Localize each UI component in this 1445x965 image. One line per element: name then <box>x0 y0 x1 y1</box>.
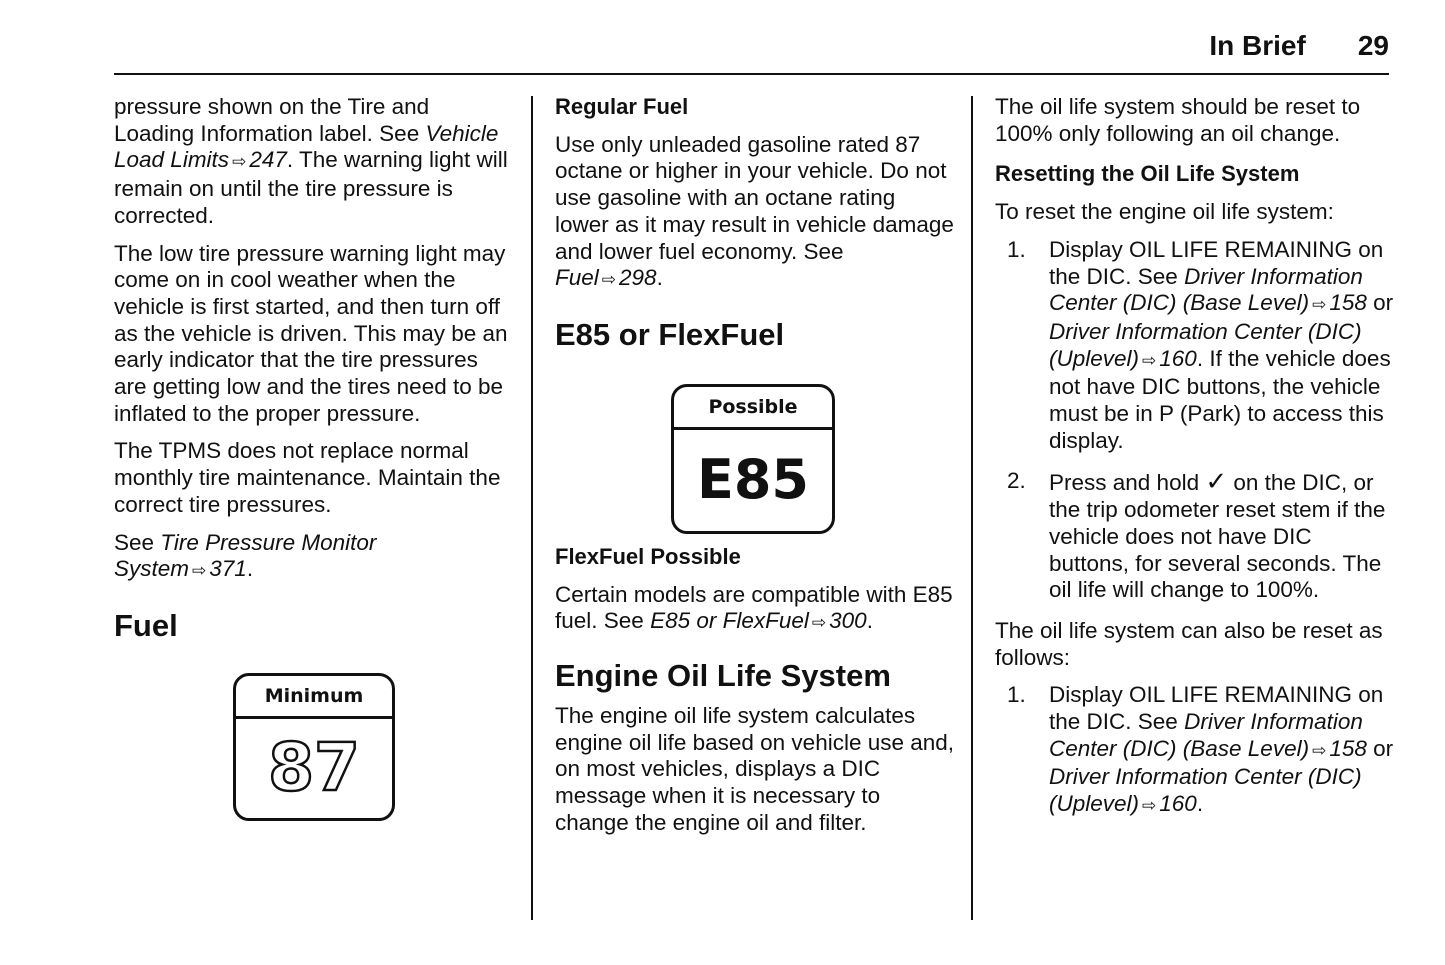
column-divider-1 <box>531 96 533 920</box>
cross-reference-link[interactable]: Driver Information Center (DIC) (Base Level) <box>1049 263 1363 316</box>
page-reference-arrow-icon: ⇨ <box>1312 740 1327 760</box>
label-caption: Possible <box>674 387 832 430</box>
alternate-reset-list <box>995 682 1395 820</box>
subheading-flexfuel: FlexFuel Possible <box>555 543 741 569</box>
heading-e85: E85 or FlexFuel <box>555 316 785 352</box>
page-reference-arrow-icon: ⇨ <box>1142 350 1157 370</box>
paragraph: See Tire Pressure Monitor System ⇨ 371. <box>114 529 377 582</box>
heading-fuel: Fuel <box>114 607 178 643</box>
paragraph: Certain models are compatible with E85 fuel. See E85 or FlexFuel ⇨ 300. <box>555 581 953 634</box>
page-reference-arrow-icon: ⇨ <box>1312 295 1327 315</box>
page-reference-arrow-icon: ⇨ <box>232 152 247 172</box>
label-caption: Minimum <box>236 676 392 719</box>
page-reference[interactable]: 371 <box>209 556 247 582</box>
page-reference[interactable]: 298 <box>619 265 657 291</box>
paragraph: The oil life system should be reset to 100% only following an oil change. <box>995 94 1361 146</box>
page-header <box>1209 30 1389 64</box>
section-title: In Brief <box>1209 30 1306 61</box>
page-reference[interactable]: 158 <box>1329 290 1367 316</box>
paragraph: The engine oil life system calculates engine oil life based on vehicle use and, on most vehicles, displays a DIC message when it is necessary to change the engine oil and filter. <box>555 703 955 835</box>
cross-reference-link[interactable]: Driver Information Center (DIC) (Base Level) <box>1049 709 1363 761</box>
page-reference-arrow-icon: ⇨ <box>192 561 207 581</box>
cross-reference-link[interactable]: Driver Information Center (DIC) (Uplevel) <box>1049 764 1362 817</box>
cross-reference-link[interactable]: Tire Pressure Monitor System <box>114 529 377 582</box>
page-reference[interactable]: 160 <box>1159 791 1197 817</box>
column-3 <box>995 94 1395 834</box>
paragraph: pressure shown on the Tire and Loading Information label. See Vehicle Load Limits ⇨ 247. The warning light will remain on until the tire pressure is corrected. <box>114 94 508 228</box>
e85-label-icon <box>671 384 835 534</box>
page-number: 29 <box>1357 30 1389 61</box>
list-item: 2. Press and hold ✓ on the DIC, or the trip odometer reset stem if the vehicle does not have DIC buttons, for several seconds. The oil life will change to 100%. <box>1007 466 1386 603</box>
subheading-regular-fuel: Regular Fuel <box>555 94 689 119</box>
page-reference[interactable]: 158 <box>1329 735 1367 761</box>
cross-reference-link[interactable]: E85 or FlexFuel <box>650 608 809 634</box>
octane-87-label-icon <box>233 673 395 821</box>
cross-reference-link[interactable]: Vehicle Load Limits <box>114 120 499 173</box>
subheading-resetting-oil-life: Resetting the Oil Life System <box>995 161 1300 187</box>
paragraph: The oil life system can also be reset as follows: <box>995 617 1383 670</box>
paragraph: Use only unleaded gasoline rated 87 octane or higher in your vehicle. Do not use gasoline with an octane rating lower as it may result in vehicle damage and lower fuel economy. See Fuel ⇨ 298. <box>555 131 954 291</box>
checkmark-icon: ✓ <box>1205 466 1228 497</box>
column-1 <box>114 94 514 821</box>
column-2 <box>555 94 955 848</box>
list-item: 1. Display OIL LIFE REMAINING on the DIC. See Driver Information Center (DIC) (Base Level) ⇨ 158 or Driver Information Center (DIC) (Uplevel) ⇨ 160. <box>1007 682 1394 817</box>
list-item: 1. Display OIL LIFE REMAINING on the DIC. See Driver Information Center (DIC) (Base Level) ⇨ 158 or Driver Information Center (DIC) (Uplevel) ⇨ 160. If the vehicle does not have DIC buttons, the vehicle must be in P (Park) to access this display. <box>1007 236 1394 453</box>
page-reference-arrow-icon: ⇨ <box>601 270 617 290</box>
cross-reference-link[interactable]: Fuel <box>555 265 599 291</box>
page-reference[interactable]: 247 <box>249 147 287 173</box>
reset-steps-list <box>995 237 1395 604</box>
label-value: 87 <box>268 729 360 807</box>
page-reference[interactable]: 300 <box>829 608 867 634</box>
cross-reference-link[interactable]: Driver Information Center (DIC) (Uplevel) <box>1049 318 1362 371</box>
label-value: E85 <box>696 448 810 512</box>
paragraph: The TPMS does not replace normal monthly tire maintenance. Maintain the correct tire pressures. <box>114 438 501 517</box>
page-reference-arrow-icon: ⇨ <box>1142 796 1157 816</box>
heading-engine-oil-life-system: Engine Oil Life System <box>555 658 891 694</box>
page-reference-arrow-icon: ⇨ <box>811 613 827 633</box>
page-reference[interactable]: 160 <box>1159 345 1197 371</box>
paragraph: To reset the engine oil life system: <box>995 199 1334 225</box>
paragraph: The low tire pressure warning light may come on in cool weather when the vehicle is first started, and then turn off as the vehicle is driven. This may be an early indicator that the tire pressures are getting low and the tires need to be inflated to the proper pressure. <box>114 240 508 426</box>
header-rule <box>114 73 1389 75</box>
column-divider-2 <box>971 96 973 920</box>
